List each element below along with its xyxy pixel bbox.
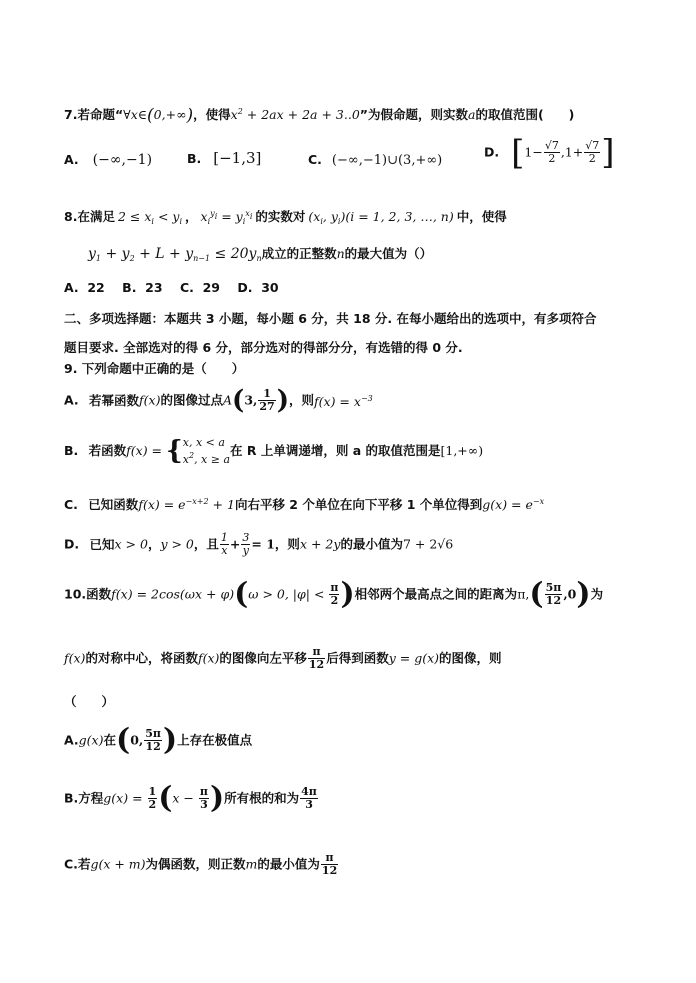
q10-pi-half: $\frac{\pi}{2}$ xyxy=(330,581,339,607)
q8-text-c: 的实数对 xyxy=(255,209,306,224)
q8-stem xyxy=(64,206,507,230)
section2-line1: 二、多项选择题：本题共 3 小题，每小题 6 分，共 18 分. 在每小题给出的选项中，有多项符合 xyxy=(64,311,597,326)
q10-stem: 10.函数f(x) = 2cos(ωx + φ)(ω > 0, |φ| < $\frac{\pi}{2}$ )相邻两个最高点之间的距离为π,( $\frac{5\pi}{12}$ ,0)为 xyxy=(64,576,604,612)
q10-line2-text-a: 的对称中心，将函数 xyxy=(85,650,198,666)
q9-b-piecewise: x, x < a $x^2$, x ≥ a xyxy=(182,436,231,466)
q10-option-c xyxy=(64,852,339,886)
q10-line2-math-4: y = g(x) xyxy=(388,650,440,666)
q8-math-1: $2 \le x_i < y_i$ xyxy=(117,209,183,226)
q9-b-brace: { xyxy=(166,436,183,466)
q10-a-label: A. xyxy=(64,732,79,748)
q9-c-math-1: $f(x) = e^{-x+2} + 1$ xyxy=(138,497,235,512)
q7-option-d-bracket-left: [ xyxy=(511,132,525,173)
q7-option-d-label: D. xyxy=(484,144,500,160)
q9-b-math-1: f(x) = xyxy=(126,443,167,458)
q8-line2-end: 的最大值为（） xyxy=(344,246,433,261)
q10-line2-text-d: 的图像，则 xyxy=(439,650,502,666)
q9-d-text-d: ，则 xyxy=(274,536,300,552)
q10-line2-math-1: f(x) xyxy=(64,650,86,666)
q8-stem-line2 xyxy=(88,246,432,267)
q7-option-a xyxy=(64,152,152,168)
q7-option-b-value: [−1,3] xyxy=(213,149,262,167)
q7-option-a-label: A. xyxy=(64,152,79,167)
q9-a-math-2: A xyxy=(222,392,233,408)
q10-b-frac-half: $\frac{1}{2}$ xyxy=(148,785,157,811)
q9-d-math-4: x + 2y xyxy=(299,536,341,552)
q9-d-frac-2: $\frac{3}{y}$ xyxy=(242,531,250,557)
q10-b-text-b: 所有根的和为 xyxy=(224,790,300,806)
q7-math-2: $x^2 + 2ax + 2a + 3..0$ xyxy=(230,107,360,122)
q10-text-b: 相邻两个最高点之间的距离为 xyxy=(354,586,518,602)
q9-a-text-c: ，则 xyxy=(289,392,315,408)
q10-c-math-2: m xyxy=(245,856,258,872)
q10-b-math-1: g(x) = xyxy=(103,790,147,806)
q10-b-text-a: 方程 xyxy=(78,790,104,806)
q10-line2-text-c: 后得到函数 xyxy=(326,650,389,666)
q7-option-d-bracket-right: ] xyxy=(601,132,615,173)
q9-d-text-c: ，且 xyxy=(193,536,219,552)
q7-option-d: D. [1− $\frac{√7}{2}$ ,1+ $\frac{√7}{2}$ ] xyxy=(484,132,615,173)
q9-d-math-1: x > 0 xyxy=(114,536,148,552)
q10-a-math-1: g(x) xyxy=(78,732,104,748)
q10-c-frac: $\frac{\pi}{12}$ xyxy=(321,851,338,877)
q10-math-1: f(x) = 2cos(ωx + φ) xyxy=(111,586,235,602)
q10-a-frac: $\frac{5\pi}{12}$ xyxy=(145,727,161,753)
q10-b-frac-4pi3: $\frac{4\pi}{3}$ xyxy=(301,785,317,811)
q10-frac-5pi12: $\frac{5\pi}{12}$ xyxy=(545,581,562,607)
q9-c-label: C. xyxy=(64,497,78,512)
q7-number: 7. xyxy=(64,107,78,122)
q7-option-c-value: (−∞,−1)∪(3,+∞) xyxy=(331,153,443,168)
q7-text-c: ”为假命题，则实数 xyxy=(359,107,468,122)
q8-line2-math: $y_1 + y_2 + L + y_{n-1} \le 20y_n$ xyxy=(88,246,262,263)
q7-option-b-label: B. xyxy=(187,151,202,166)
q7-math-3: a xyxy=(468,107,476,122)
q7-math-1: ∀x∈(0,+∞) xyxy=(123,105,194,126)
q9-option-d: D. 已知x > 0，y > 0，且 $\frac{1}{x}$ + $\frac{3}{y}$ = 1，则x + 2y的最小值为7 + 2√6 xyxy=(64,531,454,557)
q10-stem-line2 xyxy=(64,646,502,680)
q10-text-c: 为 xyxy=(590,586,604,602)
q10-c-text-c: 的最小值为 xyxy=(257,856,320,872)
q8-math-2: $x_i^{y_i} = y_i^{x_i}$ xyxy=(200,209,253,226)
q7-option-c xyxy=(308,152,442,169)
q10-c-text-b: 为偶函数，则正数 xyxy=(145,856,246,872)
q9-d-frac-1: $\frac{1}{x}$ xyxy=(220,531,228,557)
q8-line2-text: 成立的正整数 xyxy=(261,246,337,261)
q10-c-math-1: g(x + m) xyxy=(90,856,146,872)
q9-d-label: D. xyxy=(64,536,80,552)
q8-number: 8. xyxy=(64,209,78,224)
q10-option-b: B.方程g(x) = $\frac{1}{2}$ (x − $\frac{\pi}{3}$ )所有根的和为 $\frac{4\pi}{3}$ xyxy=(64,780,317,816)
q8-line2-var: n xyxy=(336,246,345,261)
q9-stem: 9. 下列命题中正确的是（ ） xyxy=(64,361,245,376)
q9-a-frac: $\frac{1}{27}$ xyxy=(259,387,275,413)
q10-option-a: A.g(x)在(0, $\frac{5\pi}{12}$ )上存在极值点 xyxy=(64,722,253,758)
q9-b-label: B. xyxy=(64,443,79,458)
section2-line2: 题目要求. 全部选对的得 6 分，部分选对的得部分分，有选错的得 0 分. xyxy=(64,340,463,355)
q10-answer-paren: （ ） xyxy=(64,694,115,709)
q10-a-text-a: 在 xyxy=(103,732,116,748)
q7-text-a: 若命题“ xyxy=(77,107,124,122)
q8-options: A. 22 B. 23 C. 29 D. 30 xyxy=(64,280,279,295)
q8-text-a: 在满足 xyxy=(77,209,115,224)
q9-c-text-a: 已知函数 xyxy=(88,497,139,512)
q7-stem xyxy=(64,104,574,124)
q9-a-text-a: 若幂函数 xyxy=(89,392,140,408)
q7-text-b: ，使得 xyxy=(193,107,231,122)
q8-text-b: ， xyxy=(185,209,198,224)
q8-text-d: 中，使得 xyxy=(456,209,507,224)
q10-line2-frac: $\frac{\pi}{12}$ xyxy=(308,645,325,671)
q9-b-text-a: 若函数 xyxy=(88,443,127,458)
q7-option-b xyxy=(187,150,261,167)
q7-option-c-label: C. xyxy=(308,152,322,167)
q10-c-label: C. xyxy=(64,856,78,872)
q9-d-text-a: 已知 xyxy=(89,536,115,552)
q10-a-text-b: 上存在极值点 xyxy=(177,732,253,748)
q7-text-d: 的取值范围( ) xyxy=(475,107,575,122)
q9-d-math-5: 7 + 2√6 xyxy=(402,536,454,552)
q9-option-a: A. 若幂函数f(x)的图像过点A(3, $\frac{1}{27}$ )，则$f(x) = x^{-3}$ xyxy=(64,385,373,416)
q10-text-a: 函数 xyxy=(86,586,112,602)
q9-d-text-e: 的最小值为 xyxy=(340,536,403,552)
q10-c-text-a: 若 xyxy=(77,856,91,872)
q7-option-a-value: (−∞,−1) xyxy=(92,152,153,168)
q9-b-text-b: 在 R 上单调递增，则 a 的取值范围是 xyxy=(230,443,441,458)
q10-line2-text-b: 的图像向左平移 xyxy=(219,650,307,666)
q9-option-b xyxy=(64,436,483,470)
q8-math-3: ($x_i$, $y_i)(i = 1$, 2, 3, …, n) xyxy=(308,209,454,226)
q7-option-d-frac-1: $\frac{√7}{2}$ xyxy=(544,139,559,165)
q10-number: 10. xyxy=(64,586,87,602)
q9-b-math-2: [1,+∞) xyxy=(440,443,484,458)
q10-b-frac-pi3: $\frac{\pi}{3}$ xyxy=(199,785,208,811)
q9-a-text-b: 的图像过点 xyxy=(160,392,223,408)
q9-option-c xyxy=(64,494,544,513)
q10-b-label: B. xyxy=(64,790,79,806)
q9-c-math-2: $g(x) = e^{-x}$ xyxy=(482,497,545,512)
q9-a-math-1: f(x) xyxy=(139,392,161,408)
q9-a-label: A. xyxy=(64,392,79,408)
q9-a-math-3: $f(x) = x^{-3}$ xyxy=(314,394,373,409)
q9-d-math-2: y > 0 xyxy=(160,536,194,552)
q10-math-2: π, xyxy=(517,586,530,602)
q9-d-text-b: ， xyxy=(147,536,161,552)
q9-c-text-b: 向右平移 2 个单位在向下平移 1 个单位得到 xyxy=(234,497,483,512)
q10-line2-math-2: f(x) xyxy=(197,650,220,666)
q7-option-d-frac-2: $\frac{√7}{2}$ xyxy=(585,139,600,165)
